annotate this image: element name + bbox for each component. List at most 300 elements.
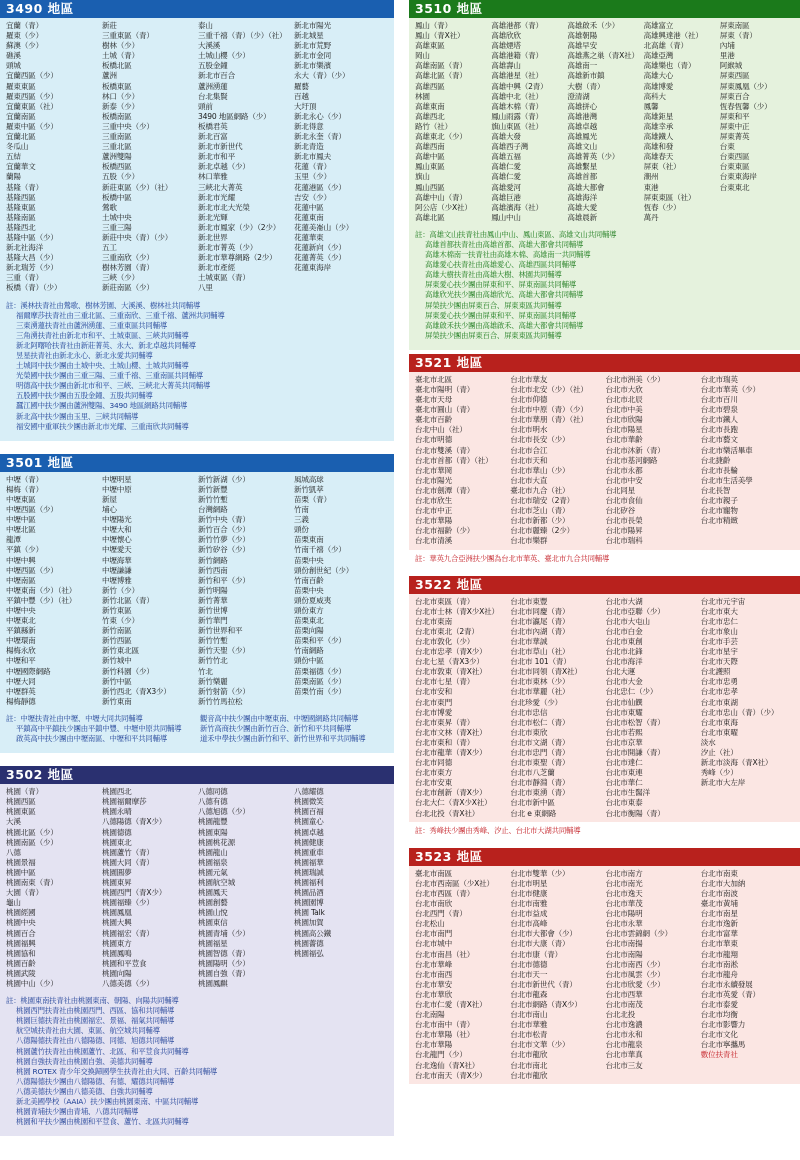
club-name: 中壢東北 [6, 616, 36, 626]
club-name: 桃園品酒 [294, 888, 324, 898]
club-name: 新竹竹夢（少） [198, 535, 250, 545]
club-name: 台北市長安（少） [510, 435, 570, 445]
club-name: 桃園鳳凰 [102, 908, 132, 918]
club-name: 台北逸仙（青X社） [415, 1060, 480, 1070]
club-name: 台北市大直 [510, 475, 548, 485]
note-line: 八德美德扶少團由八德美德、自強共同輔導 [16, 1086, 153, 1096]
club-name: 台北市明水 [510, 425, 548, 435]
district-3501-club-list [6, 475, 388, 707]
club-name: 花蓮中區 [294, 202, 324, 212]
club-name: 台北市華仁 [605, 778, 643, 788]
club-name: 台北市西華 [605, 989, 643, 999]
club-name: 土城山櫻（少） [198, 51, 250, 61]
club-name: 台北北投 [605, 1010, 636, 1020]
club-name: 台北市華山（少） [510, 465, 570, 475]
club-name: 新北卓越（少） [198, 162, 250, 172]
note-line: 新北高中扶少團由玉里、三峽共同輔導 [16, 411, 139, 421]
club-name: 台北市開謙（青） [605, 748, 665, 757]
club-name: 台北市百川 [700, 395, 738, 405]
club-name: 高雄港灣 [567, 111, 597, 121]
club-name: 台北市華茂 [605, 899, 643, 909]
club-name: 新竹（少） [102, 585, 139, 595]
club-name: 新竹凱萃 [294, 484, 324, 494]
club-name: 林口（少） [102, 91, 139, 101]
club-name: 新北市鳳夫 [294, 152, 331, 162]
club-name: 桃園卓越 [294, 827, 324, 837]
club-name: 高雄東區 [415, 41, 445, 51]
club-name: 中壢中央 [6, 605, 36, 615]
club-name: 桃園航空城 [198, 878, 235, 888]
club-name: 八德美德（少） [102, 978, 154, 988]
club-name: 板橋君英 [198, 121, 228, 131]
club-name: 台北市華峰 [415, 959, 452, 969]
note-line: 註：高雄文山扶青社由鳳山中山、鳳山東區、高雄文山共同輔導 [415, 229, 617, 239]
club-name: 台北市首都（青）（社） [415, 455, 493, 465]
club-name: 台北市星宇 [700, 647, 738, 657]
club-name: 台北市永華 [605, 919, 643, 929]
club-name: 鳳山（青X社） [415, 31, 465, 41]
club-name: 高雄啟禾（少） [567, 21, 620, 30]
club-name: 台北市新世代（青） [510, 979, 577, 989]
club-name: 台北市大康（青） [510, 939, 570, 949]
club-name: 新竹北區（青） [102, 595, 154, 605]
club-name: 新莊南區（少） [102, 283, 154, 293]
club-name: 桃園福宏（青） [102, 928, 154, 938]
club-name: 台北市親子 [700, 496, 738, 506]
club-name: 台北市創新（青X少） [415, 788, 487, 798]
club-name: 屏東鳳凰（少） [719, 81, 772, 91]
club-name: 土城中央 [102, 212, 132, 222]
club-name: 台北市華麗（社） [510, 687, 570, 697]
club-name: 竹南網路 [294, 646, 324, 656]
club-name: 台北市東耀 [605, 707, 643, 717]
club-name: 新北永心（少） [294, 111, 346, 121]
club-name: 台北同星 [605, 485, 636, 495]
club-name: 土城東區（青） [198, 273, 250, 283]
club-name: 台東東區 [719, 162, 750, 172]
club-name: 台東 [719, 142, 735, 152]
club-name: 苗栗東北 [294, 616, 324, 626]
club-name: 新竹射箭（少） [198, 686, 250, 696]
club-name: 岡山 [415, 51, 430, 61]
club-name: 淡水 [700, 737, 716, 747]
club-name: 竹東（少） [102, 616, 139, 626]
club-name: 中壢謙謙 [102, 565, 132, 575]
club-name: 桃園德德 [102, 827, 132, 837]
club-name: 新竹竹塹 [198, 494, 228, 504]
club-name: 台北市東豐 [510, 596, 548, 606]
club-name: 台北市東北（2青） [415, 626, 479, 636]
note-line: 平鎮高中平鎮扶少團由平鎮中豐、中壢中原共同輔導 [16, 724, 182, 733]
club-name: 桃園南區（少） [6, 837, 58, 847]
club-name: 台北市瀛尾（青） [510, 616, 570, 626]
club-name: 中壢海華 [102, 555, 132, 565]
club-name: 台灣網路 [198, 505, 228, 515]
club-name: 冬瓜山 [6, 142, 29, 152]
club-empty-cell [701, 798, 794, 808]
district-3510-club-list [415, 21, 794, 223]
club-name: 桃園自強（青） [198, 968, 250, 978]
club-name: 宜蘭西區（少） [6, 71, 58, 81]
club-name: 龜山 [6, 898, 21, 908]
club-name: 台北市新中區 [510, 798, 555, 808]
club-name: 新竹東區 [102, 605, 132, 615]
club-name: 中壢中原 [102, 484, 132, 494]
club-name: 苗栗福德（少） [294, 666, 346, 676]
left-column [0, 0, 394, 1136]
club-name: 高雄鉅星 [643, 111, 674, 121]
club-name: 台北市中美 [605, 405, 643, 415]
club-name: 台北市洲美（少） [605, 374, 665, 384]
club-name: 台北市西南區（少X社） [415, 878, 494, 888]
club-name: 台北市敦東（青X社） [415, 667, 487, 677]
club-name: 基隆大昌（少） [6, 253, 58, 263]
club-name: 新北市光耀 [198, 192, 235, 202]
club-name: 北高雄（青） [643, 41, 688, 51]
club-empty-cell [701, 1061, 794, 1071]
club-name: 新莊中央（青）（少） [102, 232, 173, 242]
club-name: 桃園西區 [6, 797, 36, 807]
club-empty-cell [720, 203, 794, 213]
club-name: 高雄東北（少） [415, 132, 467, 142]
district-3501-body [0, 472, 394, 753]
club-name: 頭份 [294, 525, 309, 535]
club-name: 桃園永晴 [102, 807, 132, 817]
club-name: 台北市鐵人 [700, 415, 738, 425]
club-name: 台北市中安 [605, 475, 643, 485]
club-name: 屏東東區（社） [643, 192, 696, 202]
club-name: 三義 [294, 515, 309, 525]
club-name: 台北市東方 [415, 768, 452, 778]
club-name: 桃園西門（青X少） [102, 888, 167, 898]
note-line: 啟英高中扶少團由中壢南區、中壢和平共同輔導 [16, 734, 168, 744]
club-name: 桃園（青） [6, 787, 43, 797]
note-line: 八德陽德扶少團由八德陽德、有德、耀德共同輔導 [16, 1076, 175, 1086]
note-line: 五股國中扶少團由五股金鐘、五股共同輔導 [16, 391, 153, 401]
club-name: 竹北 [198, 666, 213, 676]
club-name: 台北市大都會（少） [510, 929, 577, 939]
district-3523-section [409, 848, 800, 1084]
club-name: 台北市華友 [510, 374, 548, 384]
club-name: 鳳山西區 [415, 182, 445, 192]
club-name: 台北市東欣 [510, 727, 548, 737]
club-name: 桃園東區 [6, 807, 36, 817]
club-name: 新北市樂濱 [294, 61, 331, 71]
note-line: 高雄木棉南一扶青社由高雄木棉、高雄南一共同輔導 [425, 250, 591, 260]
club-name: 高科大 [643, 91, 666, 101]
club-name: 宜蘭東區（社） [6, 101, 58, 111]
club-name: 高雄仁愛 [491, 162, 521, 172]
club-name: 台北市樂群 [510, 536, 548, 546]
club-name: 新莊 [102, 21, 117, 30]
club-name: 萬丹 [643, 212, 659, 222]
club-name: 澄清湖 [567, 91, 590, 101]
club-name: 台北市天一 [510, 969, 548, 979]
district-3523-club-list [415, 869, 794, 1081]
club-name: 鳳山雨露（青） [491, 111, 543, 121]
club-name: 台北市華岡 [415, 465, 452, 475]
club-name: 中壢環南 [6, 636, 36, 646]
club-name: 玉里（少） [294, 172, 331, 182]
club-name: 高雄仁愛 [491, 172, 521, 182]
club-name: 桃園大興 [102, 918, 132, 928]
club-name: 台北矽谷 [605, 506, 636, 516]
club-name: 桃園東陽 [198, 827, 228, 837]
club-name: 臺北市天母 [415, 395, 452, 405]
club-name: 高雄大發 [491, 132, 521, 142]
club-name: 羅東東區 [6, 81, 36, 91]
club-name: 台北市龍森 [510, 989, 548, 999]
club-name: 台北市麗臻（2少） [510, 526, 575, 536]
club-name: 頭份東方 [294, 605, 324, 615]
club-name: 高雄中興（2青） [491, 81, 548, 91]
note-line: 桃園青埔扶少團由青埔、八德共同輔導 [16, 1107, 139, 1117]
district-3510-notes [415, 230, 794, 347]
right-column [409, 0, 800, 1084]
club-name: 臺北市百齡 [415, 415, 452, 425]
district-3501-notes-right [200, 714, 388, 744]
club-name: 台北市天和 [510, 455, 548, 465]
club-name: 台北市陽昇 [605, 526, 643, 536]
club-name: 礁溪 [6, 51, 21, 61]
note-line: 高雄欣光扶少團由高雄欣光、高雄大都會共同輔導 [425, 290, 584, 300]
club-empty-cell [701, 526, 794, 536]
club-name: 苗栗竹南（少） [294, 686, 346, 696]
club-name: 桃園龍山 [198, 847, 228, 857]
club-name: 新北光輝 [198, 212, 228, 222]
club-empty-cell [720, 193, 794, 203]
club-name: 龍潭 [6, 535, 21, 545]
club-empty-cell [294, 273, 388, 283]
club-name: 台北市明德 [415, 435, 452, 445]
club-name: 台北市七星（青） [415, 677, 475, 687]
club-name: 新北市大左岸 [700, 778, 746, 788]
club-name: 臺北市陽明（青） [415, 385, 475, 394]
note-line: 新竹高商扶少團由新竹百合、新竹和平共同輔導 [200, 724, 352, 733]
club-name: 中壢博雅 [102, 575, 132, 585]
club-name: 台北市衡陽（青） [605, 808, 665, 818]
club-name: 八德 [6, 847, 21, 857]
club-name: 台北市亞聯（少） [605, 606, 665, 616]
note-line: 註：中壢扶青社由中壢、中壢大同共同輔導 [6, 713, 143, 723]
district-3490-notes [6, 301, 388, 438]
club-name: 台北市中正 [415, 506, 452, 516]
club-name: 宜蘭南區 [6, 111, 36, 121]
club-name: 高雄北區 [415, 212, 445, 222]
club-name: 台北市忠孝（青X少） [415, 647, 487, 657]
note-line: 桃園蘆竹扶青社由桃園蘆竹、北區、和平荳食共同輔導 [16, 1046, 189, 1056]
club-name: 台北中山（社） [415, 425, 467, 435]
district-3521-notes [409, 550, 800, 570]
club-name: 中壢東區 [6, 494, 36, 504]
note-line: 昱星扶青社由新北永心、新北永愛共同輔導 [16, 351, 153, 360]
club-empty-cell [701, 788, 794, 798]
club-empty-cell [294, 979, 388, 989]
club-name: 台北市北安（少）（社） [510, 385, 588, 394]
club-name: 羅藝 [294, 81, 309, 91]
club-name: 中壢國際網路 [6, 666, 51, 676]
note-line: 八德陽德扶青社由八德陽德、同德、旭德共同輔導 [16, 1036, 175, 1046]
club-name: 新竹東南 [102, 696, 132, 706]
club-name: 台北市沐新（青） [605, 445, 665, 455]
club-name: 台北市華英（少） [700, 385, 760, 394]
club-name: 高雄欣欣 [491, 31, 521, 41]
club-empty-cell [701, 536, 794, 546]
club-name: 台北市西區（青） [415, 888, 475, 898]
club-name: 台北市文化 [700, 1030, 738, 1040]
club-name: 台北市東湖 [700, 697, 738, 707]
club-name: 台北市南門 [415, 929, 452, 939]
club-name: 新竹百合（少） [198, 525, 250, 535]
club-name: 新北城星 [294, 31, 324, 41]
club-name: 高雄亞灣 [643, 51, 674, 61]
club-name: 台北市白金 [605, 626, 643, 636]
club-name: 桃園蘆竹（青） [102, 847, 154, 857]
club-name: 3490 地區網路（少） [198, 111, 271, 121]
club-name: 內埔 [719, 41, 735, 51]
club-name: 高雄中區 [415, 152, 445, 162]
club-name: 中壢陽光 [102, 515, 132, 525]
club-name: 台北市忠勇 [700, 677, 738, 687]
club-name: 台北市瑞科 [605, 536, 643, 546]
club-name: 蘭陽 [6, 172, 21, 182]
club-name: 高雄西區 [415, 81, 445, 91]
club-name: 蘆洲 [102, 71, 117, 81]
club-name: 台北市南北 [510, 1060, 548, 1070]
club-name: 高雄港都（青） [491, 21, 543, 30]
club-name: 花蓮菁英（少） [294, 253, 346, 263]
club-name: 新北市淡海（青X社） [700, 758, 773, 768]
club-name: 新竹和平（少） [198, 575, 250, 585]
club-name: 桃園經國 [6, 908, 36, 918]
club-name: 新竹世界和平 [198, 626, 243, 636]
district-3490-body [0, 18, 394, 441]
club-name: 新北市北大光榮 [198, 202, 250, 212]
club-name: 新竹華門 [198, 616, 228, 626]
club-name: 苗栗向陽 [294, 626, 324, 636]
club-name: 新竹矽谷（少） [198, 545, 250, 555]
club-name: 台北市碧泉 [700, 405, 738, 415]
club-name: 中壢和平 [6, 656, 36, 666]
club-name: 大圩頂 [294, 101, 317, 111]
club-name: 中壢北區 [6, 525, 36, 535]
club-name: 台北市同領（青X社） [510, 667, 582, 677]
club-name: 大樹（青） [567, 81, 605, 91]
club-name: 鶯歌 [102, 202, 117, 212]
club-name: 台北市新都（少） [510, 516, 570, 526]
club-name: 台北市德德 [510, 959, 548, 969]
club-name: 高雄巨港 [491, 192, 521, 202]
club-name: 台北市雙溪（青） [415, 445, 475, 455]
note-line: 屏榮扶少團由屏東百合、屏東東區共同輔導 [425, 330, 562, 340]
club-name: 高雄大愛 [567, 202, 597, 212]
club-name: 泰山 [198, 21, 213, 30]
club-name: 台北市博愛 [415, 707, 452, 717]
district-3521-header: 3521 地區 [409, 354, 800, 372]
club-name: 台北市同德 [415, 758, 452, 768]
club-name: 台北市寧攜馬 [700, 1040, 746, 1050]
note-line: 屏榮扶少團由屏東百合、屏東東區共同輔導 [425, 300, 562, 310]
club-name: 高雄晨新 [567, 212, 597, 222]
club-name: 新竹明陽 [198, 585, 228, 595]
club-name: 頭前 [198, 101, 213, 111]
club-name: 桃園百福 [294, 807, 324, 817]
note-line: 桃園和平扶少團由桃園和平荳食、蘆竹、北區共同輔導 [16, 1117, 189, 1127]
club-name: 竹南 [294, 505, 309, 515]
club-name: 高雄壽山 [491, 61, 521, 71]
club-name: 台北市東湧（青） [510, 788, 570, 798]
club-name: 屏東（社） [643, 162, 681, 172]
club-name: 台北市南陽 [605, 949, 643, 959]
club-name: 中壢愛天 [102, 545, 132, 555]
club-name: 台北市南波 [700, 888, 738, 898]
club-name: 桃園 Talk [294, 908, 325, 918]
club-name: 台北市欣陽 [605, 415, 643, 425]
club-name: 台北市忠山（青）（少） [700, 707, 779, 717]
club-name: 大溪 [6, 817, 21, 827]
club-name: 台北市東創 [605, 636, 643, 646]
club-name: 桃園陽明（少） [198, 958, 250, 968]
club-name: 桃園福興 [6, 938, 36, 948]
district-3501-notes-left [6, 714, 194, 744]
club-name: 台北市東和（青） [415, 737, 475, 747]
club-name: 八德陽德（青X少） [102, 817, 167, 827]
club-name: 高雄中山（青） [415, 192, 467, 202]
club-name: 新北市和平 [198, 152, 235, 162]
club-name: 中壢（青） [6, 474, 43, 484]
club-name: 桃園景福 [6, 857, 36, 867]
club-name: 台北市文林（青X社） [415, 727, 487, 737]
club-name: 基隆東區 [6, 202, 36, 212]
club-name: 中壢明星 [102, 474, 132, 484]
club-name: 高雄大心 [643, 71, 674, 81]
club-name: 基隆（青） [6, 182, 43, 192]
club-name: 三峽（少） [102, 273, 139, 283]
club-name: 宜蘭（青） [6, 21, 43, 30]
club-name: 新竹中區 [102, 676, 132, 686]
club-name: 新莊東區（少）（社） [102, 182, 173, 192]
club-name: 台北北投（青X社） [415, 808, 480, 818]
club-name: 桃園西北 [102, 787, 132, 797]
district-3502-club-list [6, 787, 388, 989]
district-3502-body [0, 784, 394, 1136]
district-3502-header: 3502 地區 [0, 766, 394, 784]
club-name: 台北市內湖（青） [510, 626, 570, 636]
club-name: 台北市華陽（社） [415, 1030, 475, 1040]
club-name: 三重千禧（青）（少）（社） [198, 31, 287, 41]
club-name: 鳳山中山 [491, 212, 521, 222]
club-name: 三重三陽 [102, 222, 132, 232]
club-name: 台北市東泰 [605, 798, 643, 808]
club-name: 頭份中區 [294, 656, 324, 666]
club-name: 新北市鳳家（少）（2少） [198, 222, 281, 232]
club-name: 苗栗南區（少） [294, 676, 346, 686]
note-line: 高雄愛心扶青社由高雄愛心、高雄西區共同輔導 [425, 260, 577, 270]
club-name: 桃園和平荳食 [102, 958, 147, 968]
club-name: 台北市南西（少） [605, 959, 665, 969]
club-name: 高雄大都會 [567, 182, 605, 192]
club-name: 屏東南區 [719, 21, 750, 30]
club-name: 台北大仁（青X少X社） [415, 798, 492, 808]
note-line: 桃園巨德扶青社由桃園福宏、景福、福氣共同輔導 [16, 1016, 175, 1026]
club-name: 中壢中區 [6, 515, 36, 525]
club-name: 台北市南欣 [415, 899, 452, 909]
club-empty-cell [720, 213, 794, 223]
club-name: 台北市京華 [605, 737, 643, 747]
club-name: 桃園圓夢 [102, 867, 132, 877]
club-name: 苗栗和平（少） [294, 636, 346, 646]
club-name: 桃園中區 [6, 867, 36, 877]
